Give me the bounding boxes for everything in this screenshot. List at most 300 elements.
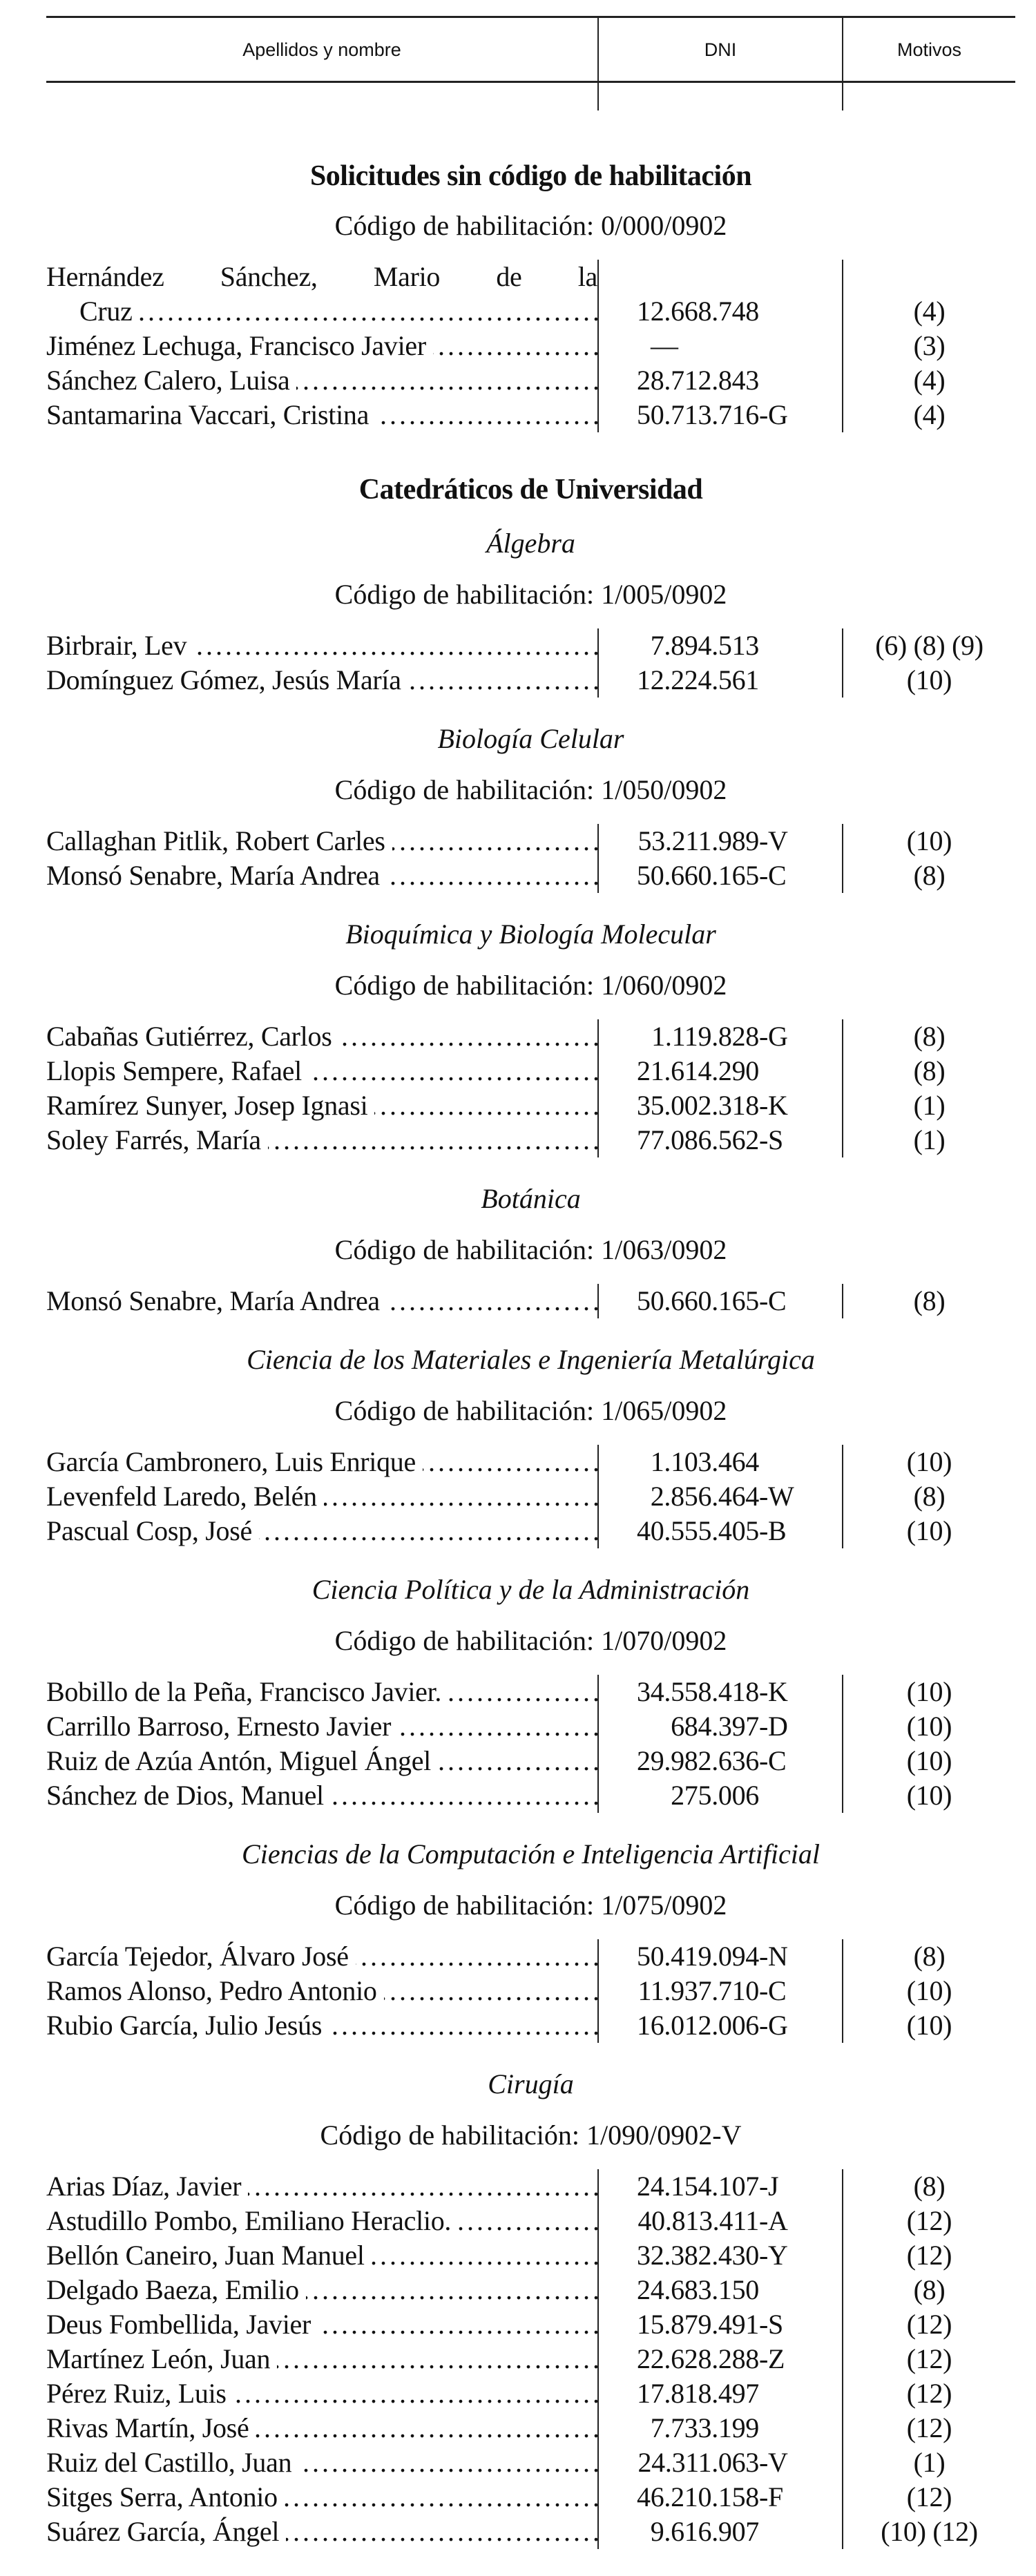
subject-heading: Álgebra <box>486 528 575 559</box>
name-cell <box>46 2445 599 2480</box>
dni-value: 35.002.318-K <box>637 1090 788 1121</box>
dot-leader <box>398 1709 597 1744</box>
column-header-name: Apellidos y nombre <box>242 39 401 60</box>
motivos-cell <box>843 2342 1015 2376</box>
table-row <box>46 398 1015 432</box>
habilitation-code: Código de habilitación: 1/060/0902 <box>334 970 727 1001</box>
table-row <box>46 1514 1015 1548</box>
table-row <box>46 824 1015 858</box>
group-heading: Solicitudes sin código de habilitación <box>309 160 752 192</box>
person-name: Ruiz del Castillo, Juan <box>46 2447 292 2478</box>
motivos-cell <box>843 1974 1015 2008</box>
table-row <box>46 363 1015 398</box>
motivos-value: (8) <box>913 1021 946 1052</box>
name-cell <box>46 1744 599 1778</box>
dni-cell <box>599 260 843 329</box>
subject-heading: Biología Celular <box>437 723 624 754</box>
dni-cell <box>599 1284 843 1318</box>
dni-cell <box>599 1054 843 1088</box>
table-row <box>46 2515 1015 2549</box>
motivos-value: (12) <box>906 2378 952 2409</box>
dni-value: 28.712.843 <box>637 365 760 396</box>
person-name: Levenfeld Laredo, Belén <box>46 1481 317 1512</box>
dot-leader <box>256 2411 597 2445</box>
motivos-cell <box>843 1514 1015 1548</box>
dni-cell <box>599 2008 843 2043</box>
table-row <box>46 1778 1015 1813</box>
dni-cell <box>599 363 843 398</box>
person-name: Delgado Baeza, Emilio <box>46 2274 299 2305</box>
dot-leader <box>387 1284 597 1318</box>
column-header-motivos: Motivos <box>896 39 962 60</box>
name-line <box>46 1123 597 1157</box>
habilitation-code: Código de habilitación: 1/070/0902 <box>334 1625 727 1656</box>
table-row <box>46 2238 1015 2273</box>
person-name: Bellón Caneiro, Juan Manuel <box>46 2240 365 2271</box>
person-name: Jiménez Lechuga, Francisco Javier <box>46 330 426 361</box>
name-cell <box>46 858 599 893</box>
person-name: García Tejedor, Álvaro José <box>46 1941 349 1972</box>
dni-cell <box>599 1445 843 1479</box>
dot-leader <box>277 2342 597 2376</box>
dni-cell <box>599 1019 843 1054</box>
dni-value: 16.012.006-G <box>637 2010 788 2041</box>
name-cell <box>46 2273 599 2307</box>
dni-cell <box>599 663 843 698</box>
table-row <box>46 2307 1015 2342</box>
person-name: García Cambronero, Luis Enrique <box>46 1446 416 1477</box>
table-row <box>46 2169 1015 2204</box>
table-row <box>46 2008 1015 2043</box>
name-line <box>46 1974 597 2008</box>
name-line <box>46 1054 597 1088</box>
name-cell <box>46 1088 599 1123</box>
name-cell <box>46 1675 599 1709</box>
name-line <box>46 398 597 432</box>
name-line <box>46 1284 597 1318</box>
table-row <box>46 2273 1015 2307</box>
name-line <box>46 663 597 698</box>
name-cell <box>46 2515 599 2549</box>
dot-leader <box>458 2204 597 2238</box>
dni-value: 7.733.199 <box>650 2412 759 2443</box>
name-cell <box>46 1514 599 1548</box>
name-line <box>46 1744 597 1778</box>
motivos-value: (4) <box>913 365 946 396</box>
name-cell <box>46 1974 599 2008</box>
name-cell <box>46 2204 599 2238</box>
dot-leader <box>356 1939 597 1974</box>
motivos-cell <box>843 2307 1015 2342</box>
motivos-value: (6) (8) (9) <box>875 630 984 661</box>
name-line <box>46 2273 597 2307</box>
table-row <box>46 1709 1015 1744</box>
motivos-value: (1) <box>913 2447 946 2478</box>
name-cell <box>46 1709 599 1744</box>
table-row <box>46 1019 1015 1054</box>
motivos-cell <box>843 1939 1015 1974</box>
dot-leader <box>392 824 597 858</box>
dni-cell <box>599 2480 843 2515</box>
habilitation-code: Código de habilitación: 1/005/0902 <box>334 579 727 610</box>
person-name: Soley Farrés, María <box>46 1124 261 1155</box>
group-heading: Catedráticos de Universidad <box>358 474 703 506</box>
motivos-cell <box>843 363 1015 398</box>
dni-cell <box>599 2515 843 2549</box>
motivos-value: (10) <box>906 1676 952 1707</box>
person-name: Pascual Cosp, José <box>46 1515 252 1546</box>
name-cell <box>46 1939 599 1974</box>
table-row <box>46 1939 1015 1974</box>
motivos-cell <box>843 1709 1015 1744</box>
dot-leader <box>233 2376 597 2411</box>
name-cell <box>46 663 599 698</box>
name-cell <box>46 1778 599 1813</box>
dni-cell <box>599 1709 843 1744</box>
name-cell <box>46 2238 599 2273</box>
document-page <box>46 0 1015 2549</box>
name-line <box>46 260 597 294</box>
dni-value: 50.660.165-C <box>637 1285 787 1316</box>
motivos-cell <box>843 1445 1015 1479</box>
dni-value: — <box>651 330 678 361</box>
person-name: Martínez León, Juan <box>46 2343 271 2374</box>
dni-value: 50.660.165-C <box>637 860 787 891</box>
motivos-value: (1) <box>913 1124 946 1155</box>
motivos-cell <box>843 329 1015 363</box>
name-cell <box>46 1445 599 1479</box>
subject-heading: Botánica <box>481 1183 581 1214</box>
name-line <box>46 1088 597 1123</box>
dni-cell <box>599 2204 843 2238</box>
name-cell <box>46 1479 599 1514</box>
motivos-cell <box>843 2273 1015 2307</box>
dot-leader <box>306 2273 597 2307</box>
dot-leader <box>318 2307 597 2342</box>
person-name: Rivas Martín, José <box>46 2412 249 2443</box>
motivos-value: (4) <box>913 399 946 430</box>
dni-value: 77.086.562-S <box>637 1124 783 1155</box>
name-cell <box>46 628 599 663</box>
table-row <box>46 1445 1015 1479</box>
name-cell <box>46 1284 599 1318</box>
dni-value: 275.006 <box>671 1780 759 1811</box>
dni-value: 7.894.513 <box>650 630 759 661</box>
dot-leader <box>268 1123 597 1157</box>
dni-value: 40.813.411-A <box>637 2205 788 2236</box>
person-name: Arias Díaz, Javier <box>46 2171 242 2202</box>
dni-cell <box>599 1088 843 1123</box>
dot-leader <box>372 2238 597 2273</box>
motivos-value: (8) <box>913 2171 946 2202</box>
table-row <box>46 2204 1015 2238</box>
motivos-value: (12) <box>906 2240 952 2271</box>
dni-value: 684.397-D <box>671 1711 788 1742</box>
motivos-value: (12) <box>906 2412 952 2443</box>
name-cell <box>46 2169 599 2204</box>
habilitation-code: Código de habilitación: 1/075/0902 <box>334 1890 727 1921</box>
motivos-value: (4) <box>913 296 946 327</box>
name-line <box>46 329 597 363</box>
dni-cell <box>599 824 843 858</box>
dni-cell <box>599 2376 843 2411</box>
person-name: Bobillo de la Peña, Francisco Javier. <box>46 1676 442 1707</box>
dot-leader <box>298 2445 597 2480</box>
name-line <box>46 2480 597 2515</box>
motivos-value: (10) <box>906 1745 952 1776</box>
motivos-value: (10) <box>906 1515 952 1546</box>
motivos-value: (10) <box>906 2010 952 2041</box>
motivos-value: (8) <box>913 1055 946 1086</box>
dot-leader <box>376 398 597 432</box>
motivos-value: (10) <box>906 1446 952 1477</box>
name-line <box>46 1709 597 1744</box>
name-line <box>46 1445 597 1479</box>
motivos-cell <box>843 1284 1015 1318</box>
motivos-cell <box>843 2376 1015 2411</box>
dot-leader <box>296 363 597 398</box>
motivos-cell <box>843 2515 1015 2549</box>
dni-cell <box>599 1675 843 1709</box>
motivos-cell <box>843 1744 1015 1778</box>
person-name: Ramos Alonso, Pedro Antonio <box>46 1975 377 2006</box>
dni-value: 22.628.288-Z <box>637 2343 785 2374</box>
name-line <box>46 2169 597 2204</box>
person-name: Cabañas Gutiérrez, Carlos <box>46 1021 332 1052</box>
dni-cell <box>599 2411 843 2445</box>
table-row <box>46 1054 1015 1088</box>
dni-value: 24.311.063-V <box>637 2447 788 2478</box>
dni-value: 12.668.748 <box>637 296 760 327</box>
dni-value: 32.382.430-Y <box>637 2240 788 2271</box>
subject-heading: Ciencia de los Materiales e Ingeniería Metalúrgica <box>247 1344 815 1375</box>
motivos-cell <box>843 2008 1015 2043</box>
motivos-value: (10) <box>906 1975 952 2006</box>
dot-leader <box>329 2008 597 2043</box>
person-name: Llopis Sempere, Rafael <box>46 1055 302 1086</box>
motivos-value: (10) <box>906 1780 952 1811</box>
table-row <box>46 663 1015 698</box>
dni-value: 17.818.497 <box>637 2378 760 2409</box>
motivos-value: (8) <box>913 1285 946 1316</box>
person-name: Suárez García, Ángel <box>46 2516 280 2547</box>
habilitation-code: Código de habilitación: 1/065/0902 <box>334 1395 727 1426</box>
motivos-cell <box>843 2445 1015 2480</box>
column-header-dni: DNI <box>704 39 737 60</box>
name-line <box>46 858 597 893</box>
person-name: Astudillo Pombo, Emiliano Heraclio. <box>46 2205 452 2236</box>
dni-value: 1.103.464 <box>650 1446 759 1477</box>
name-line <box>46 824 597 858</box>
dni-value: 40.555.405-B <box>637 1515 787 1546</box>
dni-cell <box>599 2307 843 2342</box>
dni-value: 24.154.107-J <box>637 2171 779 2202</box>
name-cell <box>46 2411 599 2445</box>
motivos-cell <box>843 663 1015 698</box>
subject-heading: Bioquímica y Biología Molecular <box>345 919 716 950</box>
habilitation-code: Código de habilitación: 1/050/0902 <box>334 774 727 805</box>
dni-value: 50.713.716-G <box>637 399 788 430</box>
dni-cell <box>599 858 843 893</box>
table-row <box>46 628 1015 663</box>
person-name: Rubio García, Julio Jesús <box>46 2010 323 2041</box>
table-row <box>46 1088 1015 1123</box>
name-cell <box>46 363 599 398</box>
table-row <box>46 1123 1015 1157</box>
name-cell <box>46 2342 599 2376</box>
dot-leader <box>331 1778 597 1813</box>
dot-leader <box>384 1974 597 2008</box>
dot-leader <box>248 2169 597 2204</box>
motivos-cell <box>843 260 1015 329</box>
dot-leader <box>433 329 597 363</box>
motivos-cell <box>843 2169 1015 2204</box>
dot-leader <box>374 1088 597 1123</box>
name-line <box>46 2376 597 2411</box>
name-cell <box>46 1019 599 1054</box>
name-line <box>46 1778 597 1813</box>
name-line <box>46 363 597 398</box>
name-cell <box>46 1123 599 1157</box>
table-row <box>46 329 1015 363</box>
person-name: Callaghan Pitlik, Robert Carles <box>46 825 385 856</box>
person-name: Sánchez de Dios, Manuel <box>46 1780 324 1811</box>
dot-leader <box>309 1054 597 1088</box>
dot-leader <box>408 663 597 698</box>
motivos-cell <box>843 858 1015 893</box>
motivos-cell <box>843 1123 1015 1157</box>
name-line <box>46 2445 597 2480</box>
dni-value: 53.211.989-V <box>637 825 788 856</box>
subject-heading: Cirugía <box>488 2068 574 2099</box>
motivos-cell <box>843 824 1015 858</box>
motivos-cell <box>843 2238 1015 2273</box>
name-cell <box>46 824 599 858</box>
name-cell <box>46 329 599 363</box>
motivos-cell <box>843 1019 1015 1054</box>
dot-leader <box>285 2480 597 2515</box>
name-cell <box>46 2008 599 2043</box>
person-name: Hernández Sánchez, Mario de la <box>46 261 597 292</box>
name-line <box>46 1675 597 1709</box>
dni-value: 29.982.636-C <box>637 1745 787 1776</box>
dni-cell <box>599 1974 843 2008</box>
name-line <box>46 2307 597 2342</box>
table-row <box>46 1479 1015 1514</box>
name-line <box>46 1939 597 1974</box>
person-name: Deus Fombellida, Javier <box>46 2309 311 2340</box>
table-row <box>46 1744 1015 1778</box>
table-row <box>46 2376 1015 2411</box>
table-row <box>46 1974 1015 2008</box>
dni-value: 50.419.094-N <box>637 1941 788 1972</box>
person-name: Monsó Senabre, María Andrea <box>46 860 380 891</box>
habilitation-code: Código de habilitación: 1/090/0902-V <box>320 2120 742 2151</box>
dni-cell <box>599 1744 843 1778</box>
motivos-value: (3) <box>913 330 946 361</box>
name-line <box>46 2238 597 2273</box>
dni-cell <box>599 1479 843 1514</box>
name-line <box>46 2515 597 2549</box>
motivos-value: (8) <box>913 1941 946 1972</box>
motivos-value: (8) <box>913 2274 946 2305</box>
dni-cell <box>599 1939 843 1974</box>
person-name: Sitges Serra, Antonio <box>46 2481 278 2512</box>
subject-heading: Ciencia Política y de la Administración <box>311 1574 750 1605</box>
dot-leader <box>338 1019 597 1054</box>
name-cell <box>46 1054 599 1088</box>
name-cell <box>46 260 599 329</box>
name-line <box>46 628 597 663</box>
table-row <box>46 2342 1015 2376</box>
table-row <box>46 2445 1015 2480</box>
name-line <box>46 2204 597 2238</box>
table-row <box>46 858 1015 893</box>
dni-cell <box>599 2273 843 2307</box>
dot-leader <box>140 294 597 329</box>
dni-value: 11.937.710-C <box>637 1975 787 2006</box>
dot-leader <box>324 1479 597 1514</box>
person-name: Carrillo Barroso, Ernesto Javier <box>46 1711 392 1742</box>
motivos-value: (8) <box>913 1481 946 1512</box>
motivos-value: (8) <box>913 860 946 891</box>
dni-value: 15.879.491-S <box>637 2309 783 2340</box>
motivos-value: (1) <box>913 1090 946 1121</box>
person-name: Monsó Senabre, María Andrea <box>46 1285 380 1316</box>
dot-leader <box>448 1675 597 1709</box>
dni-cell <box>599 398 843 432</box>
dni-cell <box>599 2169 843 2204</box>
motivos-cell <box>843 1479 1015 1514</box>
dni-cell <box>599 1778 843 1813</box>
name-cell <box>46 2376 599 2411</box>
motivos-cell <box>843 2204 1015 2238</box>
dni-value: 12.224.561 <box>637 664 760 695</box>
dni-cell <box>599 2238 843 2273</box>
name-cell <box>46 2307 599 2342</box>
motivos-cell <box>843 1778 1015 1813</box>
name-line <box>46 1019 597 1054</box>
dni-value: 24.683.150 <box>637 2274 760 2305</box>
table-header <box>46 0 1015 110</box>
subject-heading: Ciencias de la Computación e Inteligencia Artificial <box>242 1838 820 1869</box>
name-cell <box>46 2480 599 2515</box>
name-cell <box>46 398 599 432</box>
dni-value: 21.614.290 <box>637 1055 760 1086</box>
person-name: Ramírez Sunyer, Josep Ignasi <box>46 1090 368 1121</box>
dni-cell <box>599 1514 843 1548</box>
name-line <box>46 294 597 329</box>
motivos-cell <box>843 2480 1015 2515</box>
person-name: Birbrair, Lev <box>46 630 187 661</box>
motivos-cell <box>843 1054 1015 1088</box>
name-line <box>46 1514 597 1548</box>
dni-cell <box>599 2342 843 2376</box>
table-row <box>46 260 1015 329</box>
motivos-cell <box>843 628 1015 663</box>
dot-leader <box>438 1744 597 1778</box>
motivos-value: (12) <box>906 2481 952 2512</box>
motivos-value: (10) <box>906 1711 952 1742</box>
dni-value: 9.616.907 <box>650 2516 759 2547</box>
dni-value: 1.119.828-G <box>651 1021 788 1052</box>
motivos-cell <box>843 398 1015 432</box>
motivos-value: (10) <box>906 825 952 856</box>
dot-leader <box>387 858 597 893</box>
name-line <box>46 2342 597 2376</box>
table-row <box>46 2411 1015 2445</box>
name-line <box>46 1479 597 1514</box>
